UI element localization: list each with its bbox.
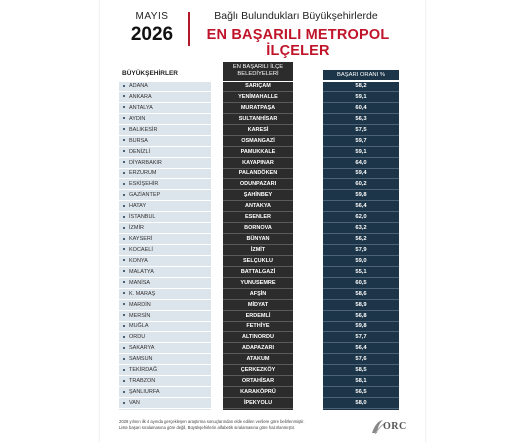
success-rate: 57,7 [323,333,399,343]
success-rate: 59,8 [323,322,399,332]
city-name: TRABZON [129,378,156,385]
success-rate: 58,0 [323,399,399,409]
column-header-district: EN BAŞARILI İLÇE BELEDİYELERİ [223,62,293,81]
table-row-city [119,344,211,354]
table-row-city [119,322,211,332]
district-name: YENİMAHALLE [223,93,293,103]
success-rate: 56,8 [323,312,399,322]
table-row-city [119,126,211,136]
bullet-icon [123,205,125,207]
district-name: PALANDÖKEN [223,169,293,179]
table-row-city [119,159,211,169]
city-name: MARDİN [129,301,151,308]
district-name: SELÇUKLU [223,257,293,267]
city-name: K. MARAŞ [129,290,156,297]
table-row-city [119,312,211,322]
bullet-icon [123,161,125,163]
bullet-icon [123,194,125,196]
district-name: ESENLER [223,213,293,223]
success-rate: 59,0 [323,257,399,267]
bullet-icon [123,216,125,218]
district-name: FETHİYE [223,322,293,332]
district-name: YUNUSEMRE [223,279,293,289]
success-rate: 59,7 [323,137,399,147]
city-name: MERSİN [129,312,151,319]
bullet-icon [123,117,125,119]
bullet-icon [123,139,125,141]
table-row-city [119,202,211,212]
city-name: ADANA [129,83,148,89]
city-name: ANTALYA [129,104,153,111]
city-name: MALATYA [129,268,154,275]
table-row-city [119,290,211,300]
table-row-city [119,115,211,125]
district-name: ODUNPAZARI [223,180,293,190]
city-name: ANKARA [129,93,152,100]
district-name: ÇERKEZKÖY [223,366,293,376]
success-rate: 59,1 [323,148,399,158]
district-name: ANTAKYA [223,202,293,212]
success-rate: 59,8 [323,191,399,201]
city-name: ŞANLIURFA [129,389,160,396]
success-rate: 56,4 [323,202,399,212]
city-column [119,82,211,410]
success-rate: 58,1 [323,377,399,387]
month-label: MAYIS [135,11,169,22]
bullet-icon [123,402,125,404]
table-row-city [119,191,211,201]
city-name: ERZURUM [129,170,157,177]
table-row-city [119,169,211,179]
orc-logo-text: ORC [383,421,407,432]
bullet-icon [123,259,125,261]
success-rate: 57,9 [323,246,399,256]
success-rate: 60,5 [323,279,399,289]
district-name: BORNOVA [223,224,293,234]
district-name: KARAKÖPRÜ [223,388,293,398]
table-row-city [119,82,211,92]
column-header-rate: BAŞARI ORANI % [323,70,399,80]
district-name: BATTALGAZİ [223,268,293,278]
city-name: BURSA [129,137,148,144]
district-name: OSMANGAZİ [223,137,293,147]
table-row-city [119,257,211,267]
success-rate: 55,1 [323,268,399,278]
district-column [223,82,293,410]
city-name: GAZİANTEP [129,192,161,199]
city-name: BALIKESİR [129,126,158,133]
header-divider [188,12,190,46]
district-name: KAYAPINAR [223,159,293,169]
city-name: HATAY [129,203,147,210]
city-name: İSTANBUL [129,214,156,221]
city-name: DENİZLİ [129,148,151,155]
table-row-city [119,93,211,103]
table-row-city [119,399,211,409]
column-header-city: BÜYÜKŞEHİRLER [122,70,178,77]
success-rate: 58,5 [323,366,399,376]
city-name: AYDIN [129,115,146,122]
bullet-icon [123,336,125,338]
success-rate: 56,4 [323,344,399,354]
city-name: ESKİŞEHİR [129,181,159,188]
success-rate: 57,5 [323,126,399,136]
district-name: İZMİT [223,246,293,256]
bullet-icon [123,380,125,382]
rate-column [323,82,399,410]
district-name: SARIÇAM [223,82,293,92]
success-rate: 59,1 [323,93,399,103]
city-name: KOCAELİ [129,246,153,253]
district-name: ERDEMLİ [223,312,293,322]
table-row-city [119,355,211,365]
bullet-icon [123,128,125,130]
district-name: MİDYAT [223,301,293,311]
district-name: MURATPAŞA [223,104,293,114]
city-name: MUĞLA [129,323,149,330]
success-rate: 59,4 [323,169,399,179]
city-name: MANİSA [129,279,151,286]
success-rate: 64,0 [323,159,399,169]
district-name: KARESİ [223,126,293,136]
bullet-icon [123,325,125,327]
bullet-icon [123,314,125,316]
success-rate: 60,2 [323,180,399,190]
table-row-city [119,235,211,245]
bullet-icon [123,150,125,152]
success-rate: 56,2 [323,235,399,245]
table-row-city [119,180,211,190]
bullet-icon [123,292,125,294]
city-name: TEKİRDAĞ [129,367,158,374]
bullet-icon [123,106,125,108]
success-rate: 58,9 [323,301,399,311]
district-name: SULTANHİSAR [223,115,293,125]
table-row-city [119,148,211,158]
table-row-city [119,137,211,147]
district-name: BÜNYAN [223,235,293,245]
table-row-city [119,246,211,256]
table-row-city [119,377,211,387]
bullet-icon [123,347,125,349]
table-row-city [119,333,211,343]
city-name: DİYARBAKIR [129,159,162,166]
district-name: ALTINORDU [223,333,293,343]
table-row-city [119,279,211,289]
district-name: ATAKUM [223,355,293,365]
success-rate: 58,6 [323,290,399,300]
table-row-city [119,366,211,376]
success-rate: 56,5 [323,388,399,398]
bullet-icon [123,172,125,174]
city-name: İZMİR [129,225,144,232]
success-rate: 57,6 [323,355,399,365]
header-title: EN BAŞARILI METROPOL İLÇELER [206,27,390,59]
success-rate: 60,4 [323,104,399,114]
year-label: 2026 [130,24,174,45]
city-name: KAYSERİ [129,236,153,243]
table-row-city [119,301,211,311]
success-rate: 58,2 [323,82,399,92]
footnote [119,419,349,430]
table-row-city [119,224,211,234]
header-subtitle: Bağlı Bulundukları Büyükşehirlerde [214,10,378,22]
bullet-icon [123,303,125,305]
bullet-icon [123,281,125,283]
table-row-city [119,213,211,223]
bullet-icon [123,85,125,87]
city-name: ORDU [129,334,146,341]
city-name: KONYA [129,257,148,264]
bullet-icon [123,391,125,393]
bullet-icon [123,95,125,97]
footnote-line-2: Liste başarı sıralamasına göre değil, Büyükşehirlerin alfabetik sıralamasına göre hazırlanmıştır. [119,424,296,430]
district-name: PAMUKKALE [223,148,293,158]
table-row-city [119,268,211,278]
bullet-icon [123,238,125,240]
bullet-icon [123,183,125,185]
bullet-icon [123,248,125,250]
bullet-icon [123,369,125,371]
district-name: İPEKYOLU [223,399,293,409]
city-name: SAMSUN [129,356,153,363]
city-name: SAKARYA [129,345,155,352]
district-name: ADAPAZARI [223,344,293,354]
bullet-icon [123,270,125,272]
district-name: ORTAHİSAR [223,377,293,387]
footnote-line-1: 2026 yılının ilk 4 ayında gerçekleşen araştırma sonuçlarından elde edilen verilere göre belirlenmiştir. [119,419,305,424]
bullet-icon [123,358,125,360]
success-rate: 62,0 [323,213,399,223]
city-name: VAN [129,399,140,406]
district-name: AFŞİN [223,290,293,300]
success-rate: 56,3 [323,115,399,125]
bullet-icon [123,227,125,229]
table-row-city [119,388,211,398]
success-rate: 63,2 [323,224,399,234]
district-name: ŞAHİNBEY [223,191,293,201]
table-row-city [119,104,211,114]
